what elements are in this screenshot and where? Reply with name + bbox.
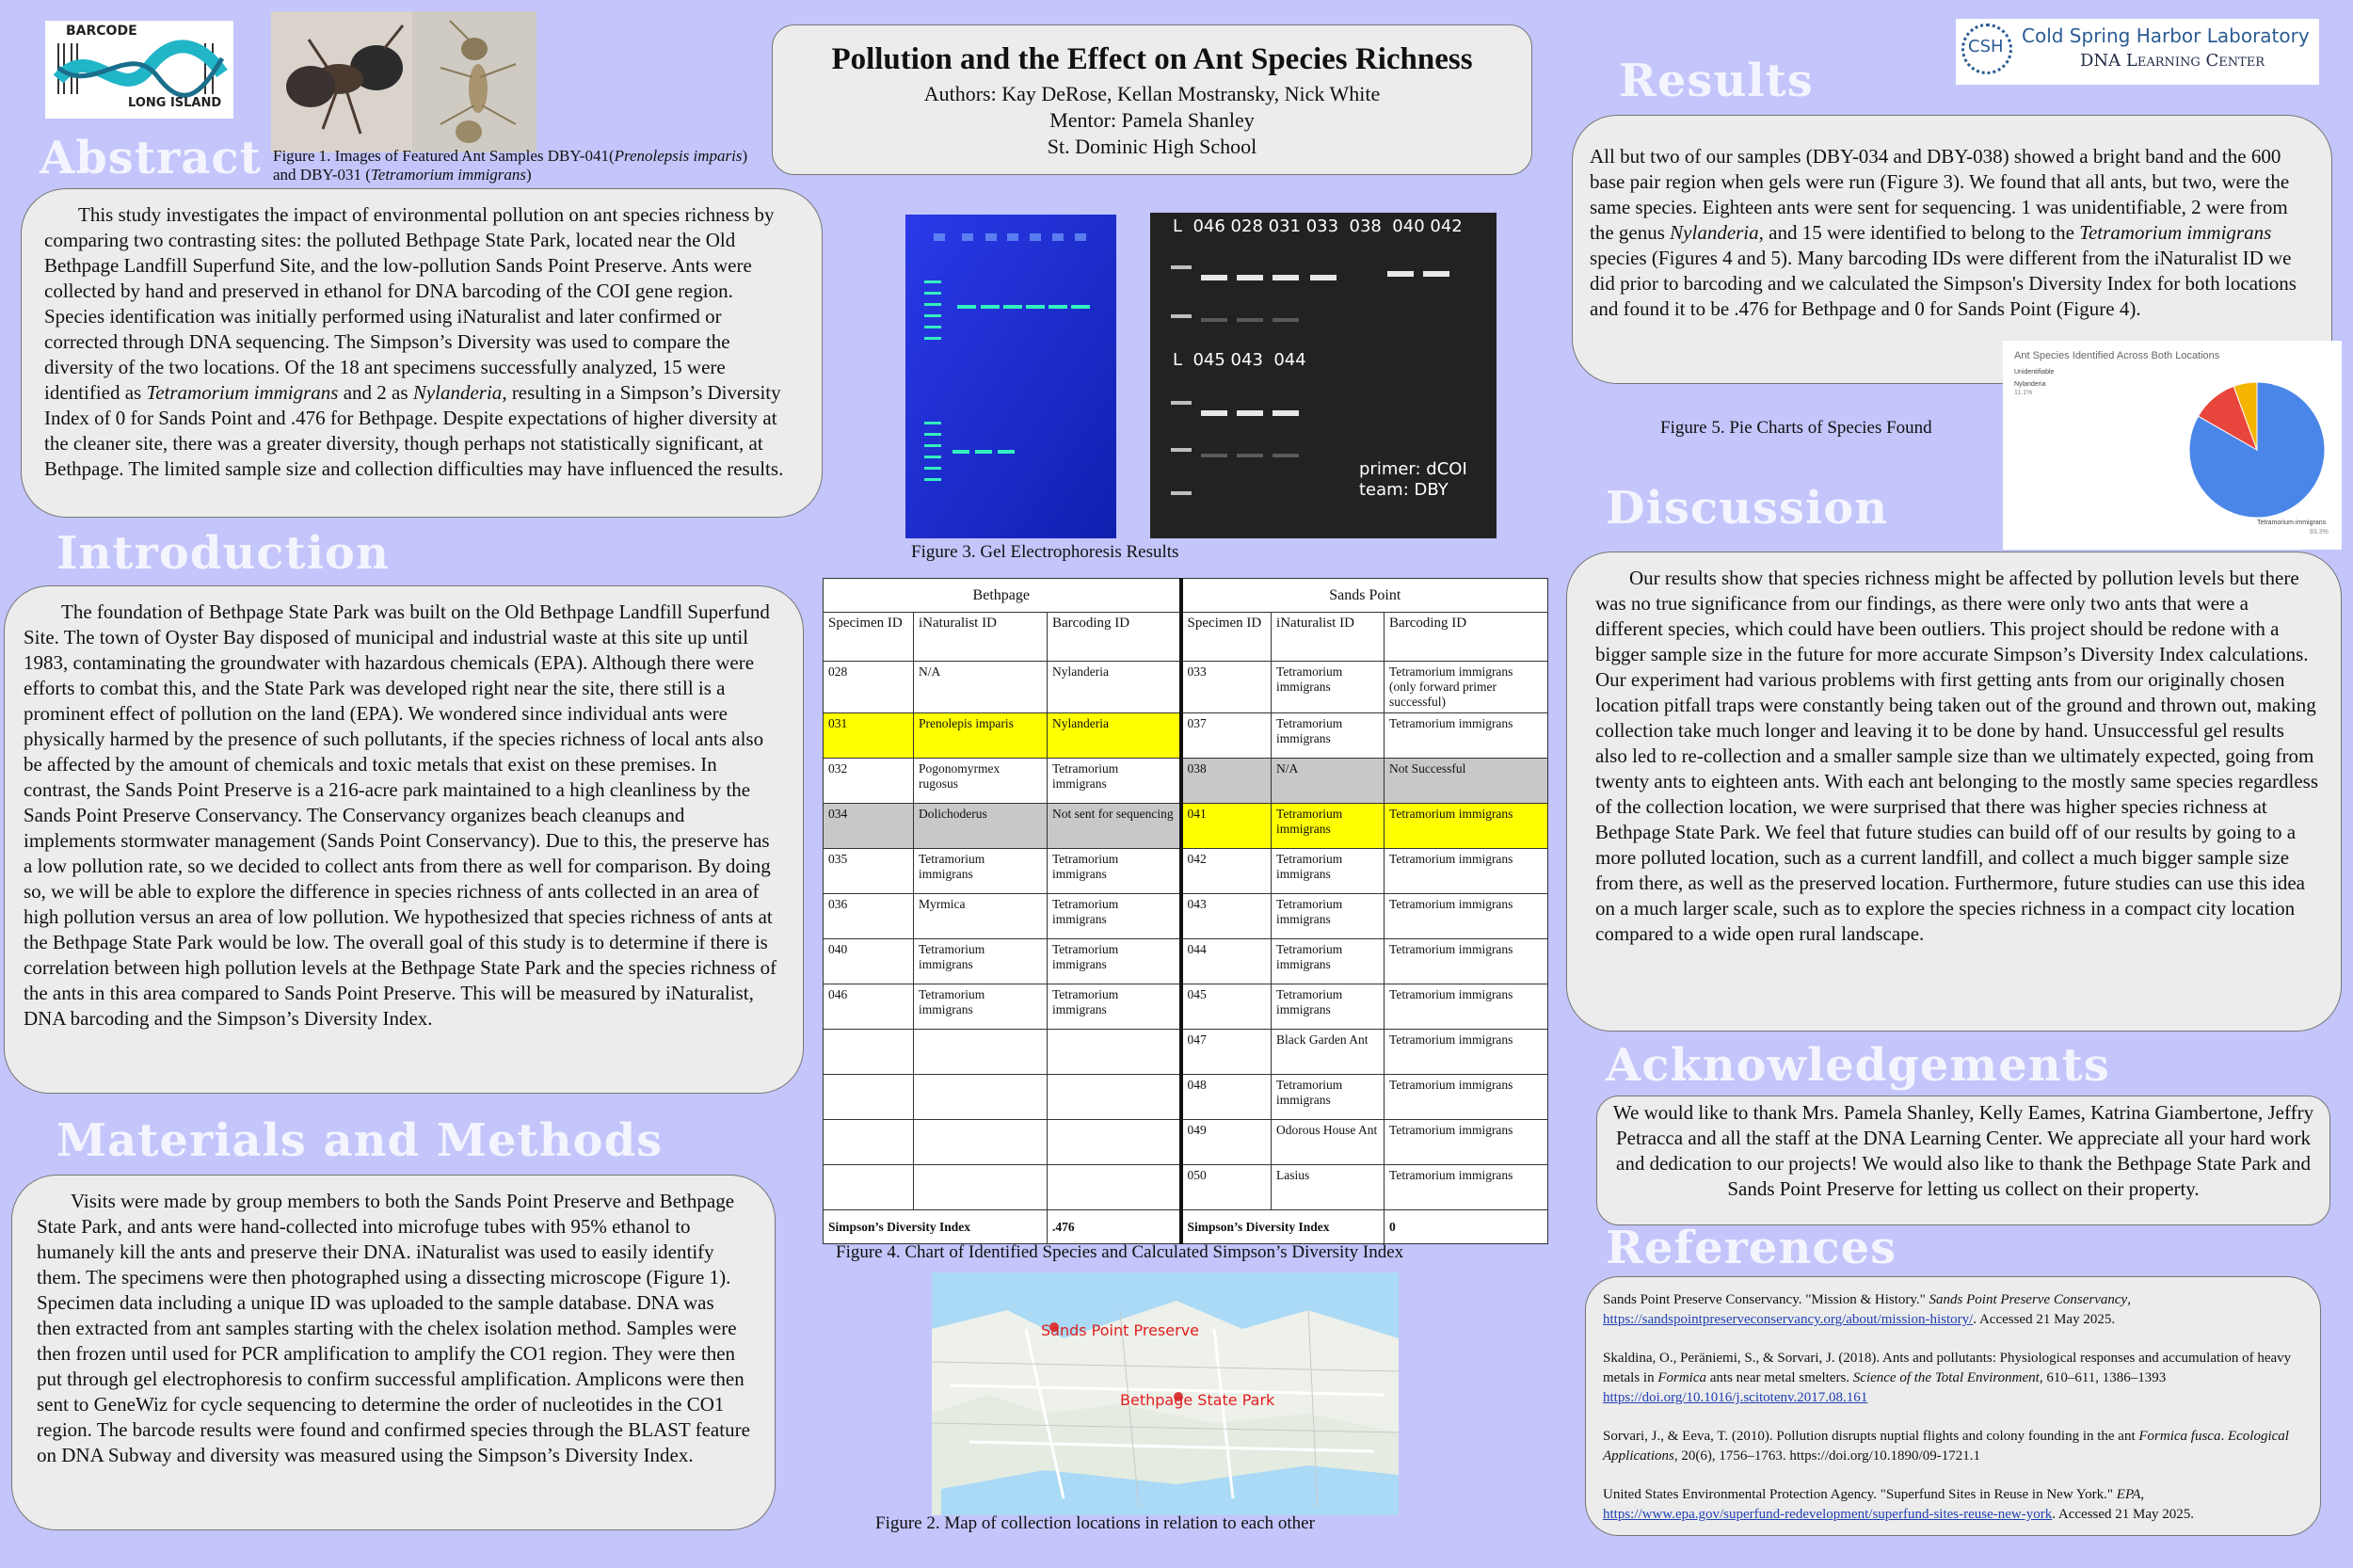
column-header: Barcoding ID <box>1385 613 1548 662</box>
table-cell: Tetramorium immigrans <box>1385 939 1548 984</box>
table-row <box>824 1030 1548 1075</box>
pie-label-tetramorium: Tetramorium immigrans <box>2257 520 2327 526</box>
table-cell: 028 <box>824 662 914 713</box>
references-box <box>1585 1276 2321 1536</box>
table-cell: Tetramorium immigrans <box>1272 662 1385 713</box>
table-cell: 050 <box>1181 1165 1272 1210</box>
table-cell: 035 <box>824 849 914 894</box>
table-cell: 037 <box>1181 713 1272 759</box>
methods-box <box>11 1175 776 1530</box>
table-cell: 045 <box>1181 984 1272 1030</box>
table-cell: Tetramorium immigrans <box>1385 984 1548 1030</box>
gel-lane-labels-row1: L 046 028 031 033 038 040 042 <box>1173 216 1463 236</box>
gel-photo-black <box>1150 213 1497 538</box>
table-cell: 034 <box>824 804 914 849</box>
table-cell <box>1048 1165 1181 1210</box>
pie-label-nylanderia-pct: 11.1% <box>2014 390 2033 396</box>
discussion-box <box>1566 552 2342 1032</box>
table-cell: Black Garden Ant <box>1272 1030 1385 1075</box>
table-cell: Tetramorium immigrans <box>1385 1165 1548 1210</box>
table-cell <box>824 1030 914 1075</box>
title-box <box>772 24 1532 175</box>
table-cell: 038 <box>1181 759 1272 804</box>
table-cell: Tetramorium immigrans <box>1385 849 1548 894</box>
table-cell: Prenolepis imparis <box>914 713 1048 759</box>
table-cell: 048 <box>1181 1075 1272 1120</box>
figure-3-caption: Figure 3. Gel Electrophoresis Results <box>911 542 1179 562</box>
methods-heading: Materials and Methods <box>56 1114 664 1167</box>
table-cell: Tetramorium immigrans <box>1272 939 1385 984</box>
table-cell: 042 <box>1181 849 1272 894</box>
table-cell: 041 <box>1181 804 1272 849</box>
csh-mark-text: CSH <box>1968 37 2004 56</box>
table-cell <box>914 1165 1048 1210</box>
gel-team-label: team: DBY <box>1359 480 1449 500</box>
barcode-logo-bottom-text: LONG ISLAND <box>128 96 222 110</box>
reference-2-link[interactable]: https://doi.org/10.1016/j.scitotenv.2017.08.161 <box>1603 1390 1868 1405</box>
introduction-box <box>4 585 804 1094</box>
species-table <box>823 578 1548 1244</box>
table-header-row <box>824 613 1548 662</box>
table-cell: Tetramorium immigrans <box>1385 1120 1548 1165</box>
table-cell: Tetramorium immigrans <box>1048 849 1181 894</box>
map-label-sands-point: Sands Point Preserve <box>1041 1321 1199 1339</box>
column-header: iNaturalist ID <box>1272 613 1385 662</box>
dnalc-subtitle: DNA Learning Center <box>2080 51 2265 71</box>
introduction-heading: Introduction <box>56 527 390 580</box>
table-cell: 046 <box>824 984 914 1030</box>
table-cell: Nylanderia <box>1048 662 1181 713</box>
table-cell <box>824 1075 914 1120</box>
table-cell: 043 <box>1181 894 1272 939</box>
column-header: Specimen ID <box>1181 613 1272 662</box>
introduction-text: The foundation of Bethpage State Park was built on the Old Bethpage Landfill Superfund Site. The town of Oyster Bay disposed of municipal and industrial waste at this site up until 1983, contaminating the groundwater with hazardous chemicals (EPA). Although there were efforts to combat this, and the State Park was developed right near the site, there still is a prominent effect of pollution on the land (EPA). We wondered since individual ants were physically harmed by the presence of such pollutants, if the species richness of local ants also be affected by the amount of chemicals and toxic metals that exist on these premises. In contrast, the Sands Point Preserve is a 216-acre park maintained to a high cleanliness by the Sands Point Preserve Conservancy. The Conservancy organizes beach cleanups and implements stormwater management (Sands Point Conservancy). Due to this, the preserve has a low pollution rate, so we decided to collect ants from there as well for comparison. By doing so, we will be able to explore the difference in species richness of ants collected in an area of high pollution versus an area of low pollution. We hypothesized that species richness of ants at the Bethpage State Park would be low. The overall goal of this study is to determine if there is correlation between high pollution levels at the Bethpage State Park and the species richness of the ants in this area compared to Sands Point Preserve. This will be measured by iNaturalist, DNA barcoding and the Simpson’s Diversity Index. <box>24 600 777 1030</box>
table-cell: Tetramorium immigrans <box>1048 939 1181 984</box>
table-cell <box>1048 1075 1181 1120</box>
table-cell: Tetramorium immigrans <box>1048 984 1181 1030</box>
diversity-label-sands-point: Simpson’s Diversity Index <box>1181 1210 1385 1244</box>
table-cell <box>824 1165 914 1210</box>
table-row <box>824 849 1548 894</box>
column-header: iNaturalist ID <box>914 613 1048 662</box>
column-header: Barcoding ID <box>1048 613 1181 662</box>
pie-label-tetramorium-pct: 83.3% <box>2310 529 2329 536</box>
table-cell <box>914 1030 1048 1075</box>
pie-label-nylanderia: Nylanderia <box>2014 381 2046 388</box>
table-cell: Tetramorium immigrans (only forward primer successful) <box>1385 662 1548 713</box>
table-row <box>824 1120 1548 1165</box>
barcode-logo-top-text: BARCODE <box>66 24 137 39</box>
table-cell: Tetramorium immigrans <box>1385 1030 1548 1075</box>
reference-3: Sorvari, J., & Eeva, T. (2010). Pollution disrupts nuptial flights and colony founding in the ant Formica fusca. Ecological Applications, 20(6), 1756–1763. https://doi.org/10.1890/09-1721.1 <box>1603 1429 2289 1464</box>
results-text: All but two of our samples (DBY-034 and DBY-038) showed a bright band and the 600 base pair region when gels were run (Figure 3). We found that all ants, but two, were the same species. Eighteen ants were sent for sequencing. 1 was unidentifiable, 2 were from the genus Nylanderia, and 15 were identified to belong to the Tetramorium immigrans species (Figures 4 and 5). Many barcoding IDs were different from the iNaturalist ID we did prior to barcoding and we calculated the Simpson's Diversity Index for both locations and found it to be .476 for Bethpage and 0 for Sands Point (Figure 4). <box>1590 145 2297 320</box>
table-row <box>824 1075 1548 1120</box>
table-row <box>824 984 1548 1030</box>
diversity-index-row <box>824 1210 1548 1244</box>
table-cell: Tetramorium immigrans <box>1385 713 1548 759</box>
table-cell: N/A <box>914 662 1048 713</box>
reference-1-link[interactable]: https://sandspointpreserveconservancy.org/about/mission-history/ <box>1603 1312 1974 1327</box>
table-row <box>824 804 1548 849</box>
table-cell: Dolichoderus <box>914 804 1048 849</box>
results-heading: Results <box>1619 55 1814 107</box>
reference-2: Skaldina, O., Peräniemi, S., & Sorvari, J. (2018). Ants and pollutants: Physiological responses and accumulation of heavy metals in Formica ants near metal smelters. Science of the Total Environment, 610–611, 1386–1393 https://doi.org/10.1016/j.scitotenv.2017.08.161 <box>1603 1351 2292 1405</box>
table-cell: Tetramorium immigrans <box>1272 804 1385 849</box>
gel-photo-uv <box>905 215 1116 538</box>
table-cell: Tetramorium immigrans <box>914 849 1048 894</box>
gel-primer-label: primer: dCOI <box>1359 459 1467 479</box>
figure-5-caption: Figure 5. Pie Charts of Species Found <box>1660 418 1932 438</box>
column-header: Specimen ID <box>824 613 914 662</box>
map-label-bethpage: Bethpage State Park <box>1120 1391 1275 1409</box>
table-cell: Not sent for sequencing <box>1048 804 1181 849</box>
table-cell: 040 <box>824 939 914 984</box>
table-cell: 049 <box>1181 1120 1272 1165</box>
table-cell <box>914 1075 1048 1120</box>
abstract-text: This study investigates the impact of environmental pollution on ant species richness by comparing two contrasting sites: the polluted Bethpage State Park, located near the Old Bethpage Landfill Superfund Site, and the low-pollution Sands Point Preserve. Ants were collected by hand and preserved in ethanol for DNA barcoding of the COI gene region. Species identification was initially performed using iNaturalist and later confirmed or corrected through DNA sequencing. The Simpson’s Diversity was used to compare the diversity of the two locations. Of the 18 ant specimens successfully analyzed, 15 were identified as Tetramorium immigrans and 2 as Nylanderia, resulting in a Simpson’s Diversity Index of 0 for Sands Point and .476 for Bethpage. Despite expectations of higher diversity at the cleaner site, there was a greater diversity, though perhaps not statistically significant, at Bethpage. The limited sample size and collection difficulties may have influenced the results. <box>44 203 784 480</box>
table-cell: 044 <box>1181 939 1272 984</box>
table-cell <box>914 1120 1048 1165</box>
poster-title: Pollution and the Effect on Ant Species Richness <box>831 42 1473 76</box>
sands-point-group-header: Sands Point <box>1181 579 1548 613</box>
species-table-wrap <box>823 578 1547 1235</box>
acknowledgements-heading: Acknowledgements <box>1606 1039 2110 1092</box>
table-cell: Tetramorium immigrans <box>1272 713 1385 759</box>
reference-1: Sands Point Preserve Conservancy. "Mission & History." Sands Point Preserve Conservancy, https://sandspointpreserveconservancy.org/about/mission-history/. Accessed 21 May 2025. <box>1603 1292 2131 1327</box>
table-cell: Tetramorium immigrans <box>1272 984 1385 1030</box>
collection-map <box>932 1272 1399 1515</box>
table-cell: 047 <box>1181 1030 1272 1075</box>
csh-title: Cold Spring Harbor Laboratory <box>2022 24 2310 47</box>
table-cell: Tetramorium immigrans <box>1048 759 1181 804</box>
table-cell: Tetramorium immigrans <box>1048 894 1181 939</box>
table-row <box>824 894 1548 939</box>
discussion-heading: Discussion <box>1606 482 1889 535</box>
ant-photo-dby-031 <box>412 11 536 152</box>
csh-dna-learning-center-logo <box>1956 19 2319 85</box>
authors: Authors: Kay DeRose, Kellan Mostransky, Nick White <box>923 82 1381 105</box>
table-cell: Lasius <box>1272 1165 1385 1210</box>
table-cell: Myrmica <box>914 894 1048 939</box>
table-cell <box>1048 1120 1181 1165</box>
table-cell: Nylanderia <box>1048 713 1181 759</box>
table-cell: Tetramorium immigrans <box>1272 1075 1385 1120</box>
diversity-value-bethpage: .476 <box>1048 1210 1181 1244</box>
figure-4-caption: Figure 4. Chart of Identified Species and Calculated Simpson’s Diversity Index <box>836 1242 1404 1262</box>
table-row <box>824 759 1548 804</box>
pie-label-unidentifiable: Unidentifiable <box>2014 369 2055 376</box>
gel-lane-labels-row2: L 045 043 044 <box>1173 350 1306 370</box>
barcode-long-island-logo <box>45 21 233 119</box>
figure-1-caption: Figure 1. Images of Featured Ant Samples DBY-041(Prenolepsis imparis) and DBY-031 (Tetramorium immigrans) <box>273 147 748 184</box>
school: St. Dominic High School <box>1047 135 1257 158</box>
figure-2-caption: Figure 2. Map of collection locations in relation to each other <box>875 1513 1315 1533</box>
table-row <box>824 713 1548 759</box>
reference-4-link[interactable]: https://www.epa.gov/superfund-redevelopment/superfund-sites-reuse-new-york <box>1603 1507 2053 1522</box>
reference-4: United States Environmental Protection Agency. "Superfund Sites in Reuse in New York." EPA, https://www.epa.gov/superfund-redevelopment/superfund-sites-reuse-new-york. Accessed 21 May 2025. <box>1603 1487 2195 1522</box>
methods-text: Visits were made by group members to both the Sands Point Preserve and Bethpage State Park, and ants were hand-collected into microfuge tubes with 95% ethanol to humanely kill the ants and preserve their DNA. iNaturalist was used to easily identify them. The specimens were then photographed using a dissecting microscope (Figure 1). Specimen data including a unique ID was uploaded to the sample database. DNA was then extracted from ant samples starting with the chelex isolation method. Samples were then frozen until used for PCR amplification to amplify the CO1 region. They were then put through gel electrophoresis to confirm successful amplification. Amplicons were then sent to GeneWiz for cycle sequencing to determine the order of nucleotides in the CO1 region. The barcode results were found and confirmed species through the BLAST feature on DNA Subway and diversity was measured using the Simpson’s Diversity Index. <box>37 1190 750 1466</box>
table-cell: Tetramorium immigrans <box>914 939 1048 984</box>
table-cell: 032 <box>824 759 914 804</box>
table-cell: Not Successful <box>1385 759 1548 804</box>
table-cell <box>824 1120 914 1165</box>
table-cell: 036 <box>824 894 914 939</box>
diversity-label-bethpage: Simpson’s Diversity Index <box>824 1210 1048 1244</box>
table-cell: 031 <box>824 713 914 759</box>
table-cell: Tetramorium immigrans <box>1272 849 1385 894</box>
table-row <box>824 662 1548 713</box>
abstract-box <box>21 188 823 518</box>
table-cell: Pogonomyrmex rugosus <box>914 759 1048 804</box>
discussion-text: Our results show that species richness might be affected by pollution levels but there was no true significance from our findings, as there were only two ants that were a different species, which could have been outliers. This project should be redone with a bigger sample size in the future for more accurate Simpson’s Diversity Index calculations. Our experiment had various problems with first getting ants from our originally chosen location pitfall traps were constantly being taken out of the ground and thrown out, making collection take much longer and leaving it to be done by hand. Unsuccessful gel results also led to re-collection and a smaller sample size than we ultimately expected, going from twenty ants to eighteen ants. With each ant belonging to the mostly same species regardless of the collection location, we were surprised that there was higher species richness at Bethpage State Park. We feel that future studies can build off of our results by going to a more polluted location, such as a current landfill, and collect a much bigger sample size from there, as well as the preserved location. Furthermore, future studies can use this idea on a much larger scale, such as to explore the species richness in a compact city location compared to a wide open rural landscape. <box>1595 567 2318 945</box>
table-cell: Tetramorium immigrans <box>1385 894 1548 939</box>
table-cell: Tetramorium immigrans <box>1385 1075 1548 1120</box>
references-heading: References <box>1606 1222 1897 1274</box>
diversity-value-sands-point: 0 <box>1385 1210 1548 1244</box>
pie-chart-title: Ant Species Identified Across Both Locations <box>2014 350 2220 361</box>
ant-photo-dby-041 <box>271 11 412 152</box>
bethpage-group-header: Bethpage <box>824 579 1181 613</box>
table-cell: Tetramorium immigrans <box>914 984 1048 1030</box>
acknowledgements-text: We would like to thank Mrs. Pamela Shanley, Kelly Eames, Katrina Giambertone, Jeffry Petracca and all the staff at the DNA Learning Center. We appreciate all your hard work and dedication to our projects! We would also like to thank the Bethpage State Park and Sands Point Preserve for letting us collect on their property. <box>1612 1101 2314 1200</box>
table-cell: Odorous House Ant <box>1272 1120 1385 1165</box>
table-cell: N/A <box>1272 759 1385 804</box>
acknowledgements-box <box>1596 1096 2330 1225</box>
pie-chart-panel <box>2003 341 2342 550</box>
table-cell: Tetramorium immigrans <box>1385 804 1548 849</box>
abstract-heading: Abstract <box>40 132 262 184</box>
table-cell: Tetramorium immigrans <box>1272 894 1385 939</box>
mentor: Mentor: Pamela Shanley <box>1049 108 1255 132</box>
table-cell <box>1048 1030 1181 1075</box>
table-row <box>824 939 1548 984</box>
table-cell: 033 <box>1181 662 1272 713</box>
table-row <box>824 1165 1548 1210</box>
